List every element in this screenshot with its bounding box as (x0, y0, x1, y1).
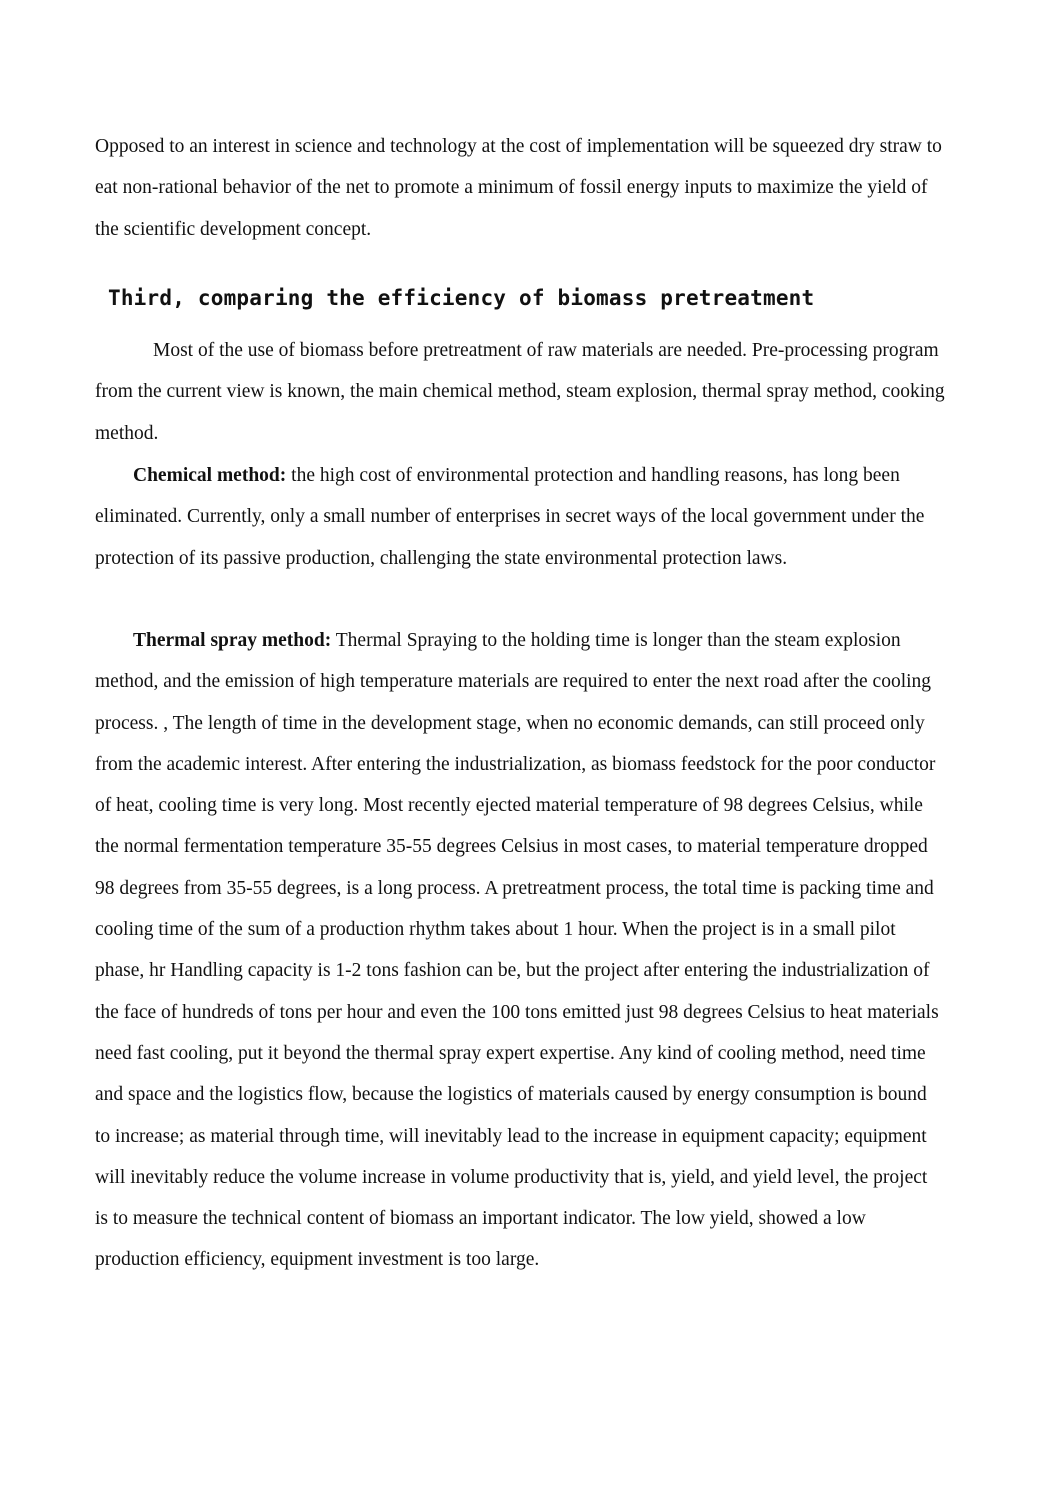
chemical-method-text: the high cost of environmental protection and handling reasons, has long been eliminated. Currently, only a small number of enterprises in secret ways of the local government under the protection of its passive production, challenging the state environmental protection laws. (95, 465, 925, 569)
paragraph-chemical-method (95, 455, 945, 579)
thermal-spray-lead: Thermal spray method: (133, 630, 332, 651)
paragraph-pretreatment-intro: Most of the use of biomass before pretreatment of raw materials are needed. Pre-processing program from the current view is known, the main chemical method, steam explosion, thermal spray method, cooking method. (95, 340, 945, 444)
paragraph-thermal-spray-method (95, 620, 945, 1281)
chemical-method-lead: Chemical method: (133, 465, 287, 486)
section-heading: Third, comparing the efficiency of biomass pretreatment (108, 286, 815, 310)
thermal-spray-text: Thermal Spraying to the holding time is longer than the steam explosion method, and the emission of high temperature materials are required to enter the next road after the cooling process. , The length of time in the development stage, when no economic demands, can still proceed only from the academic interest. After entering the industrialization, as biomass feedstock for the poor conductor of heat, cooling time is very long. Most recently ejected material temperature of 98 degrees Celsius, while the normal fermentation temperature 35-55 degrees Celsius in most cases, to material temperature dropped 98 degrees from 35-55 degrees, is a long process. A pretreatment process, the total time is packing time and cooling time of the sum of a production rhythm takes about 1 hour. When the project is in a small pilot phase, hr Handling capacity is 1-2 tons fashion can be, but the project after entering the industrialization of the face of hundreds of tons per hour and even the 100 tons emitted just 98 degrees Celsius to heat materials need fast cooling, put it beyond the thermal spray expert expertise. Any kind of cooling method, need time and space and the logistics flow, because the logistics of materials caused by energy consumption is bound to increase; as material through time, will inevitably lead to the increase in equipment capacity; equipment will inevitably reduce the volume increase in volume productivity that is, yield, and yield level, the project is to measure the technical content of biomass an important indicator. The low yield, showed a low production efficiency, equipment investment is too large. (95, 630, 939, 1271)
paragraph-fossil-energy: Opposed to an interest in science and technology at the cost of implementation will be squeezed dry straw to eat non-rational behavior of the net to promote a minimum of fossil energy inputs to maximize the yield of the scientific development concept. (95, 136, 942, 240)
